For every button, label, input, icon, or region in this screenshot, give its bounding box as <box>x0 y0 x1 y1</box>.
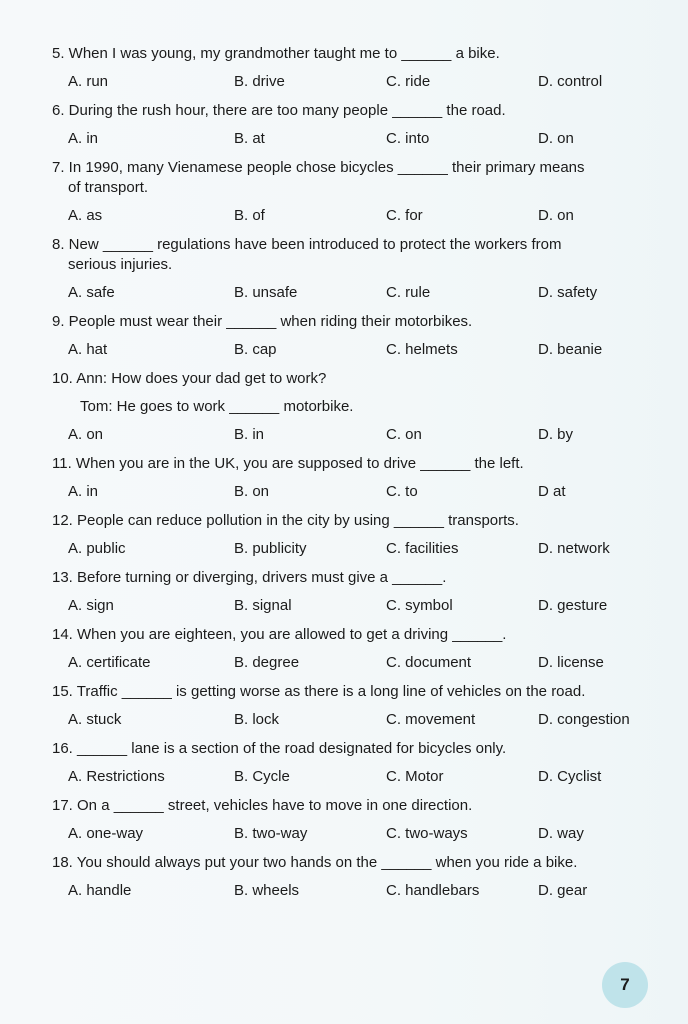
option-a[interactable]: A. as <box>68 207 103 224</box>
question-list <box>52 44 648 910</box>
option-b[interactable]: B. drive <box>234 73 285 90</box>
option-c[interactable]: C. handlebars <box>386 882 480 899</box>
question-8 <box>52 235 648 303</box>
option-c[interactable]: C. into <box>386 130 430 147</box>
option-d[interactable]: D at <box>538 483 566 500</box>
question-line-2: of transport. <box>68 179 149 196</box>
question-11 <box>52 454 648 502</box>
option-a[interactable]: A. safe <box>68 284 115 301</box>
option-a[interactable]: A. handle <box>68 882 132 899</box>
option-c[interactable]: C. Motor <box>386 768 444 785</box>
option-d[interactable]: D. way <box>538 825 584 842</box>
page-number-badge: 7 <box>602 962 648 1008</box>
option-a[interactable]: A. one-way <box>68 825 144 842</box>
question-text: 12. People can reduce pollution in the city by using ______ transports. <box>52 512 519 529</box>
option-c[interactable]: C. for <box>386 207 423 224</box>
option-d[interactable]: D. on <box>538 207 574 224</box>
question-6 <box>52 101 648 149</box>
option-b[interactable]: B. degree <box>234 654 300 671</box>
option-a[interactable]: A. public <box>68 540 126 557</box>
option-c[interactable]: C. ride <box>386 73 431 90</box>
option-b[interactable]: B. cap <box>234 341 277 358</box>
option-c[interactable]: C. symbol <box>386 597 453 614</box>
option-a[interactable]: A. certificate <box>68 654 151 671</box>
answer-options <box>52 824 648 844</box>
question-text: 14. When you are eighteen, you are allowed to get a driving ______. <box>52 626 507 643</box>
option-d[interactable]: D. congestion <box>538 711 630 728</box>
answer-options <box>52 482 648 502</box>
question-line-1: 8. New ______ regulations have been introduced to protect the workers from <box>52 236 562 253</box>
question-text: 16. ______ lane is a section of the road designated for bicycles only. <box>52 740 507 757</box>
option-c[interactable]: C. on <box>386 426 422 443</box>
question-text: 18. You should always put your two hands on the ______ when you ride a bike. <box>52 854 578 871</box>
question-line-1: 7. In 1990, many Vienamese people chose bicycles ______ their primary means <box>52 159 585 176</box>
question-text: 15. Traffic ______ is getting worse as there is a long line of vehicles on the road. <box>52 683 586 700</box>
answer-options <box>52 767 648 787</box>
question-7 <box>52 158 648 226</box>
option-b[interactable]: B. publicity <box>234 540 307 557</box>
option-b[interactable]: B. unsafe <box>234 284 298 301</box>
question-13 <box>52 568 648 616</box>
question-text: 9. People must wear their ______ when riding their motorbikes. <box>52 313 473 330</box>
option-d[interactable]: D. on <box>538 130 574 147</box>
option-a[interactable]: A. hat <box>68 341 108 358</box>
option-d[interactable]: D. safety <box>538 284 598 301</box>
option-b[interactable]: B. on <box>234 483 270 500</box>
option-b[interactable]: B. signal <box>234 597 292 614</box>
option-b[interactable]: B. Cycle <box>234 768 290 785</box>
option-d[interactable]: D. beanie <box>538 341 603 358</box>
option-c[interactable]: C. to <box>386 483 418 500</box>
answer-options <box>52 129 648 149</box>
question-line-2: serious injuries. <box>68 256 173 273</box>
answer-options <box>52 710 648 730</box>
option-a[interactable]: A. stuck <box>68 711 122 728</box>
answer-options <box>52 283 648 303</box>
option-c[interactable]: C. two-ways <box>386 825 468 842</box>
question-5 <box>52 44 648 92</box>
option-a[interactable]: A. in <box>68 130 99 147</box>
option-c[interactable]: C. helmets <box>386 341 458 358</box>
question-15 <box>52 682 648 730</box>
option-d[interactable]: D. control <box>538 73 603 90</box>
answer-options <box>52 72 648 92</box>
option-a[interactable]: A. on <box>68 426 104 443</box>
option-c[interactable]: C. rule <box>386 284 431 301</box>
question-text: 13. Before turning or diverging, drivers must give a ______. <box>52 569 447 586</box>
question-text <box>52 235 648 275</box>
option-b[interactable]: B. two-way <box>234 825 308 842</box>
question-9 <box>52 312 648 360</box>
option-a[interactable]: A. in <box>68 483 99 500</box>
option-c[interactable]: C. document <box>386 654 472 671</box>
question-text: 6. During the rush hour, there are too many people ______ the road. <box>52 102 506 119</box>
option-c[interactable]: C. movement <box>386 711 476 728</box>
option-a[interactable]: A. run <box>68 73 109 90</box>
option-d[interactable]: D. network <box>538 540 610 557</box>
question-18 <box>52 853 648 901</box>
question-12 <box>52 511 648 559</box>
question-10 <box>52 369 648 445</box>
question-text: 5. When I was young, my grandmother taught me to ______ a bike. <box>52 45 500 62</box>
option-b[interactable]: B. at <box>234 130 265 147</box>
dialog-line: Tom: He goes to work ______ motorbike. <box>80 398 354 415</box>
option-d[interactable]: D. by <box>538 426 574 443</box>
question-14 <box>52 625 648 673</box>
question-text <box>52 158 648 198</box>
question-16 <box>52 739 648 787</box>
option-b[interactable]: B. in <box>234 426 265 443</box>
option-c[interactable]: C. facilities <box>386 540 459 557</box>
option-a[interactable]: A. sign <box>68 597 114 614</box>
option-a[interactable]: A. Restrictions <box>68 768 165 785</box>
answer-options <box>52 340 648 360</box>
question-text: 10. Ann: How does your dad get to work? <box>52 370 327 387</box>
option-b[interactable]: B. lock <box>234 711 280 728</box>
answer-options <box>52 425 648 445</box>
answer-options <box>52 206 648 226</box>
option-b[interactable]: B. wheels <box>234 882 300 899</box>
question-text: 11. When you are in the UK, you are supposed to drive ______ the left. <box>52 455 524 472</box>
question-17 <box>52 796 648 844</box>
answer-options <box>52 539 648 559</box>
option-d[interactable]: D. gesture <box>538 597 608 614</box>
option-b[interactable]: B. of <box>234 207 265 224</box>
option-d[interactable]: D. license <box>538 654 604 671</box>
option-d[interactable]: D. gear <box>538 882 588 899</box>
option-d[interactable]: D. Cyclist <box>538 768 602 785</box>
answer-options <box>52 653 648 673</box>
answer-options <box>52 596 648 616</box>
answer-options <box>52 881 648 901</box>
question-text: 17. On a ______ street, vehicles have to move in one direction. <box>52 797 473 814</box>
